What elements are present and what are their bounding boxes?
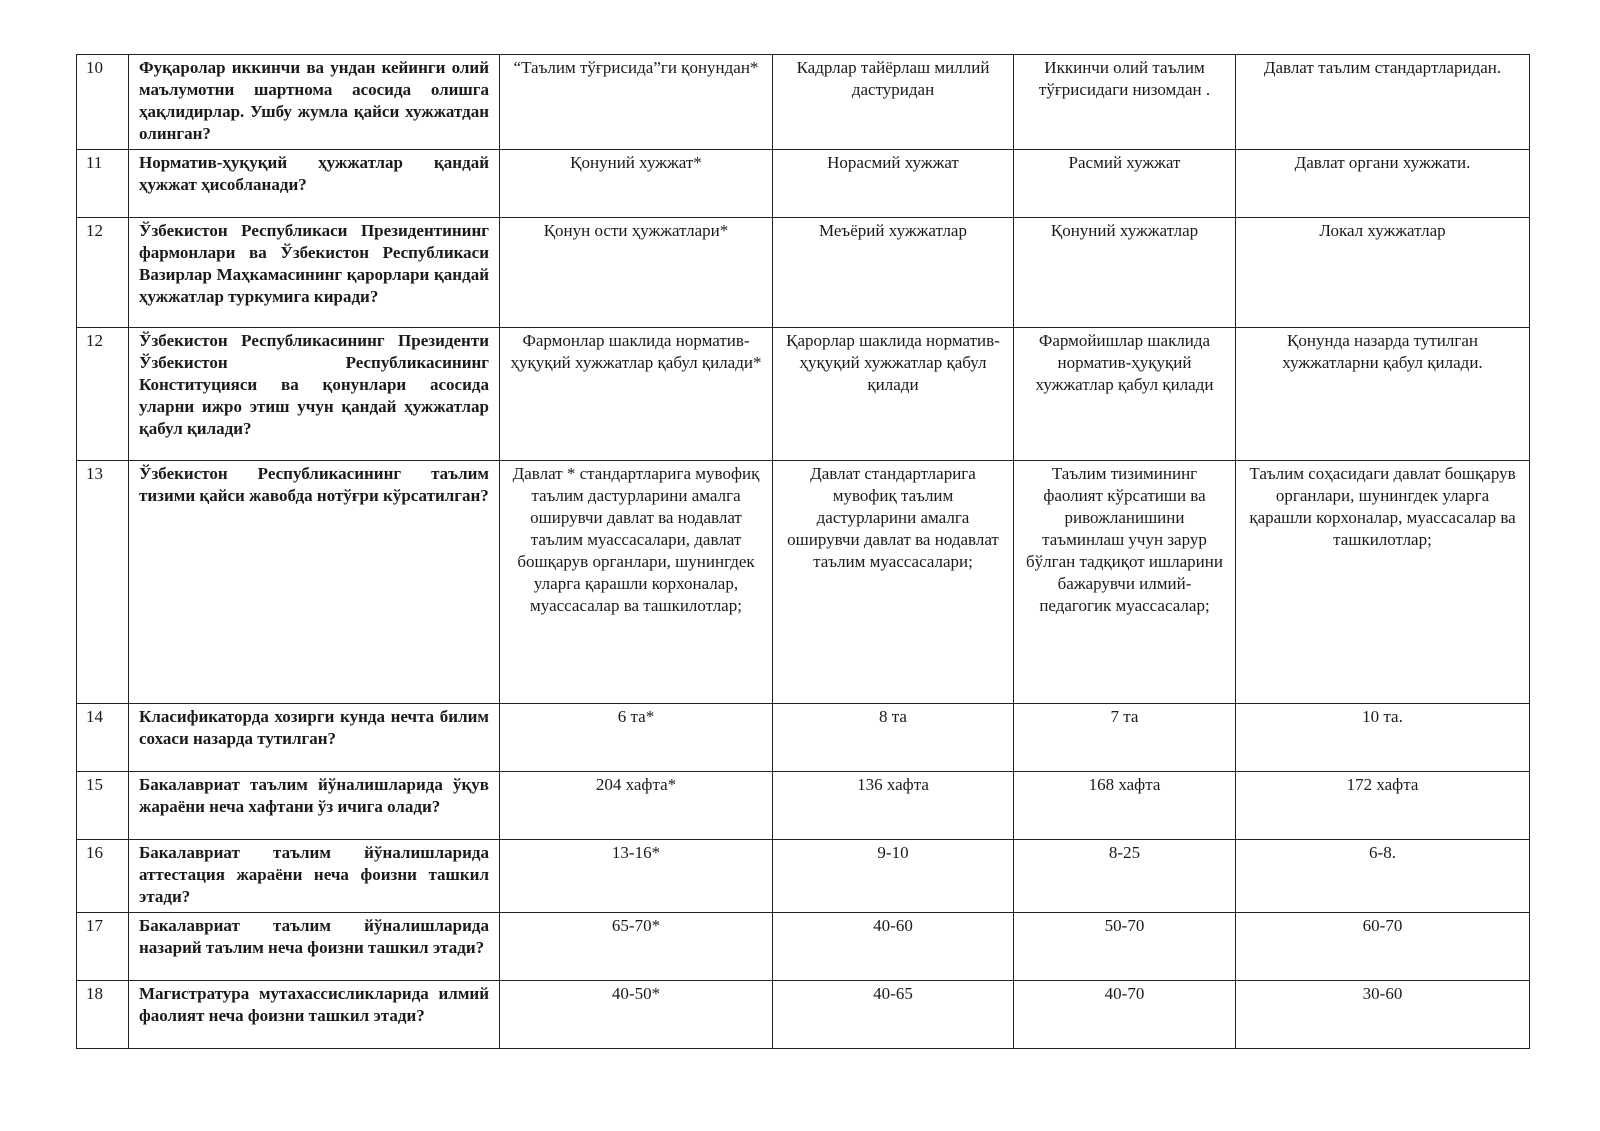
question-number: 14 — [77, 704, 129, 772]
answer-option-2: Қарорлар шаклида норматив-ҳуқуқий хужжатлар қабул қилади — [773, 328, 1014, 461]
answer-option-1: Фармонлар шаклида норматив-ҳуқуқий хужжатлар қабул қилади* — [500, 328, 773, 461]
answer-option-4: 60-70 — [1236, 913, 1530, 981]
answer-option-2: Давлат стандартларига мувофиқ таълим дастурларини амалга оширувчи давлат ва нодавлат таълим муассасалари; — [773, 461, 1014, 704]
answer-option-4: 10 та. — [1236, 704, 1530, 772]
answer-option-1: 65-70* — [500, 913, 773, 981]
question-text: Класификаторда хозирги кунда нечта билим сохаси назарда тутилган? — [129, 704, 500, 772]
answer-option-2: 40-60 — [773, 913, 1014, 981]
answer-option-3: Қонуний хужжатлар — [1014, 218, 1236, 328]
table-row — [77, 150, 1530, 218]
answer-option-1: 204 хафта* — [500, 772, 773, 840]
answer-option-4: Қонунда назарда тутилган хужжатларни қабул қилади. — [1236, 328, 1530, 461]
answer-option-1: 6 та* — [500, 704, 773, 772]
answer-option-2: Меъёрий хужжатлар — [773, 218, 1014, 328]
answer-option-2: 9-10 — [773, 840, 1014, 913]
question-text: Фуқаролар иккинчи ва ундан кейинги олий маълумотни шартнома асосида олишга ҳақлидирлар. Ушбу жумла қайси хужжатдан олинган? — [129, 55, 500, 150]
question-text: Норматив-ҳуқуқий ҳужжатлар қандай ҳужжат ҳисобланади? — [129, 150, 500, 218]
question-number: 13 — [77, 461, 129, 704]
answer-option-2: 40-65 — [773, 981, 1014, 1049]
answer-option-4: 172 хафта — [1236, 772, 1530, 840]
answer-option-4: Давлат таълим стандартларидан. — [1236, 55, 1530, 150]
answer-option-4: Таълим соҳасидаги давлат бошқарув органлари, шунингдек уларга қарашли корхоналар, муассасалар ва ташкилотлар; — [1236, 461, 1530, 704]
answer-option-1: 13-16* — [500, 840, 773, 913]
answer-option-3: 40-70 — [1014, 981, 1236, 1049]
answer-option-3: Расмий хужжат — [1014, 150, 1236, 218]
answer-option-3: 7 та — [1014, 704, 1236, 772]
question-text: Бакалавриат таълим йўналишларида назарий таълим неча фоизни ташкил этади? — [129, 913, 500, 981]
answer-option-2: Норасмий хужжат — [773, 150, 1014, 218]
question-number: 17 — [77, 913, 129, 981]
answer-option-1: Қонуний хужжат* — [500, 150, 773, 218]
answer-option-2: 8 та — [773, 704, 1014, 772]
table-row — [77, 328, 1530, 461]
question-text: Бакалавриат таълим йўналишларида аттестация жараёни неча фоизни ташкил этади? — [129, 840, 500, 913]
question-number: 12 — [77, 328, 129, 461]
answer-option-3: 8-25 — [1014, 840, 1236, 913]
answer-option-3: Фармойишлар шаклида норматив-ҳуқуқий хужжатлар қабул қилади — [1014, 328, 1236, 461]
question-text: Ўзбекистон Республикаси Президентининг фармонлари ва Ўзбекистон Республикаси Вазирлар Маҳкамасининг қарорлари қандай ҳужжатлар туркумига киради? — [129, 218, 500, 328]
answer-option-1: Давлат * стандартларига мувофиқ таълим дастурларини амалга оширувчи давлат ва нодавлат таълим муассасалари, давлат бошқарув органлари, шунингдек уларга қарашли корхоналар, муассасалар ва ташкилотлар; — [500, 461, 773, 704]
question-number: 16 — [77, 840, 129, 913]
table-row — [77, 55, 1530, 150]
answer-option-4: Локал хужжатлар — [1236, 218, 1530, 328]
table-row — [77, 461, 1530, 704]
question-text: Бакалавриат таълим йўналишларида ўқув жараёни неча хафтани ўз ичига олади? — [129, 772, 500, 840]
answer-option-4: 30-60 — [1236, 981, 1530, 1049]
question-text: Ўзбекистон Республикасининг Президенти Ўзбекистон Республикасининг Конституцияси ва қонунлари асосида уларни ижро этиш учун қандай ҳужжатлар қабул қилади? — [129, 328, 500, 461]
table-row — [77, 981, 1530, 1049]
question-number: 15 — [77, 772, 129, 840]
table-row — [77, 704, 1530, 772]
answer-option-3: 168 хафта — [1014, 772, 1236, 840]
question-number: 11 — [77, 150, 129, 218]
test-questions-table-container — [76, 54, 1529, 1049]
answer-option-2: Кадрлар тайёрлаш миллий дастуридан — [773, 55, 1014, 150]
answer-option-2: 136 хафта — [773, 772, 1014, 840]
table-body — [77, 55, 1530, 1049]
answer-option-1: Қонун ости ҳужжатлари* — [500, 218, 773, 328]
table-row — [77, 218, 1530, 328]
answer-option-1: 40-50* — [500, 981, 773, 1049]
answer-option-4: Давлат органи хужжати. — [1236, 150, 1530, 218]
answer-option-1: “Таълим тўғрисида”ги қонундан* — [500, 55, 773, 150]
answer-option-3: Таълим тизимининг фаолият кўрсатиши ва ривожланишини таъминлаш учун зарур бўлган тадқиқот ишларини бажарувчи илмий-педагогик муассасалар; — [1014, 461, 1236, 704]
question-text: Ўзбекистон Республикасининг таълим тизими қайси жавобда нотўғри кўрсатилган? — [129, 461, 500, 704]
answer-option-4: 6-8. — [1236, 840, 1530, 913]
question-number: 18 — [77, 981, 129, 1049]
question-number: 12 — [77, 218, 129, 328]
table-row — [77, 913, 1530, 981]
table-row — [77, 840, 1530, 913]
question-text: Магистратура мутахассисликларида илмий фаолият неча фоизни ташкил этади? — [129, 981, 500, 1049]
test-questions-table — [76, 54, 1530, 1049]
question-number: 10 — [77, 55, 129, 150]
answer-option-3: 50-70 — [1014, 913, 1236, 981]
answer-option-3: Иккинчи олий таълим тўғрисидаги низомдан . — [1014, 55, 1236, 150]
table-row — [77, 772, 1530, 840]
